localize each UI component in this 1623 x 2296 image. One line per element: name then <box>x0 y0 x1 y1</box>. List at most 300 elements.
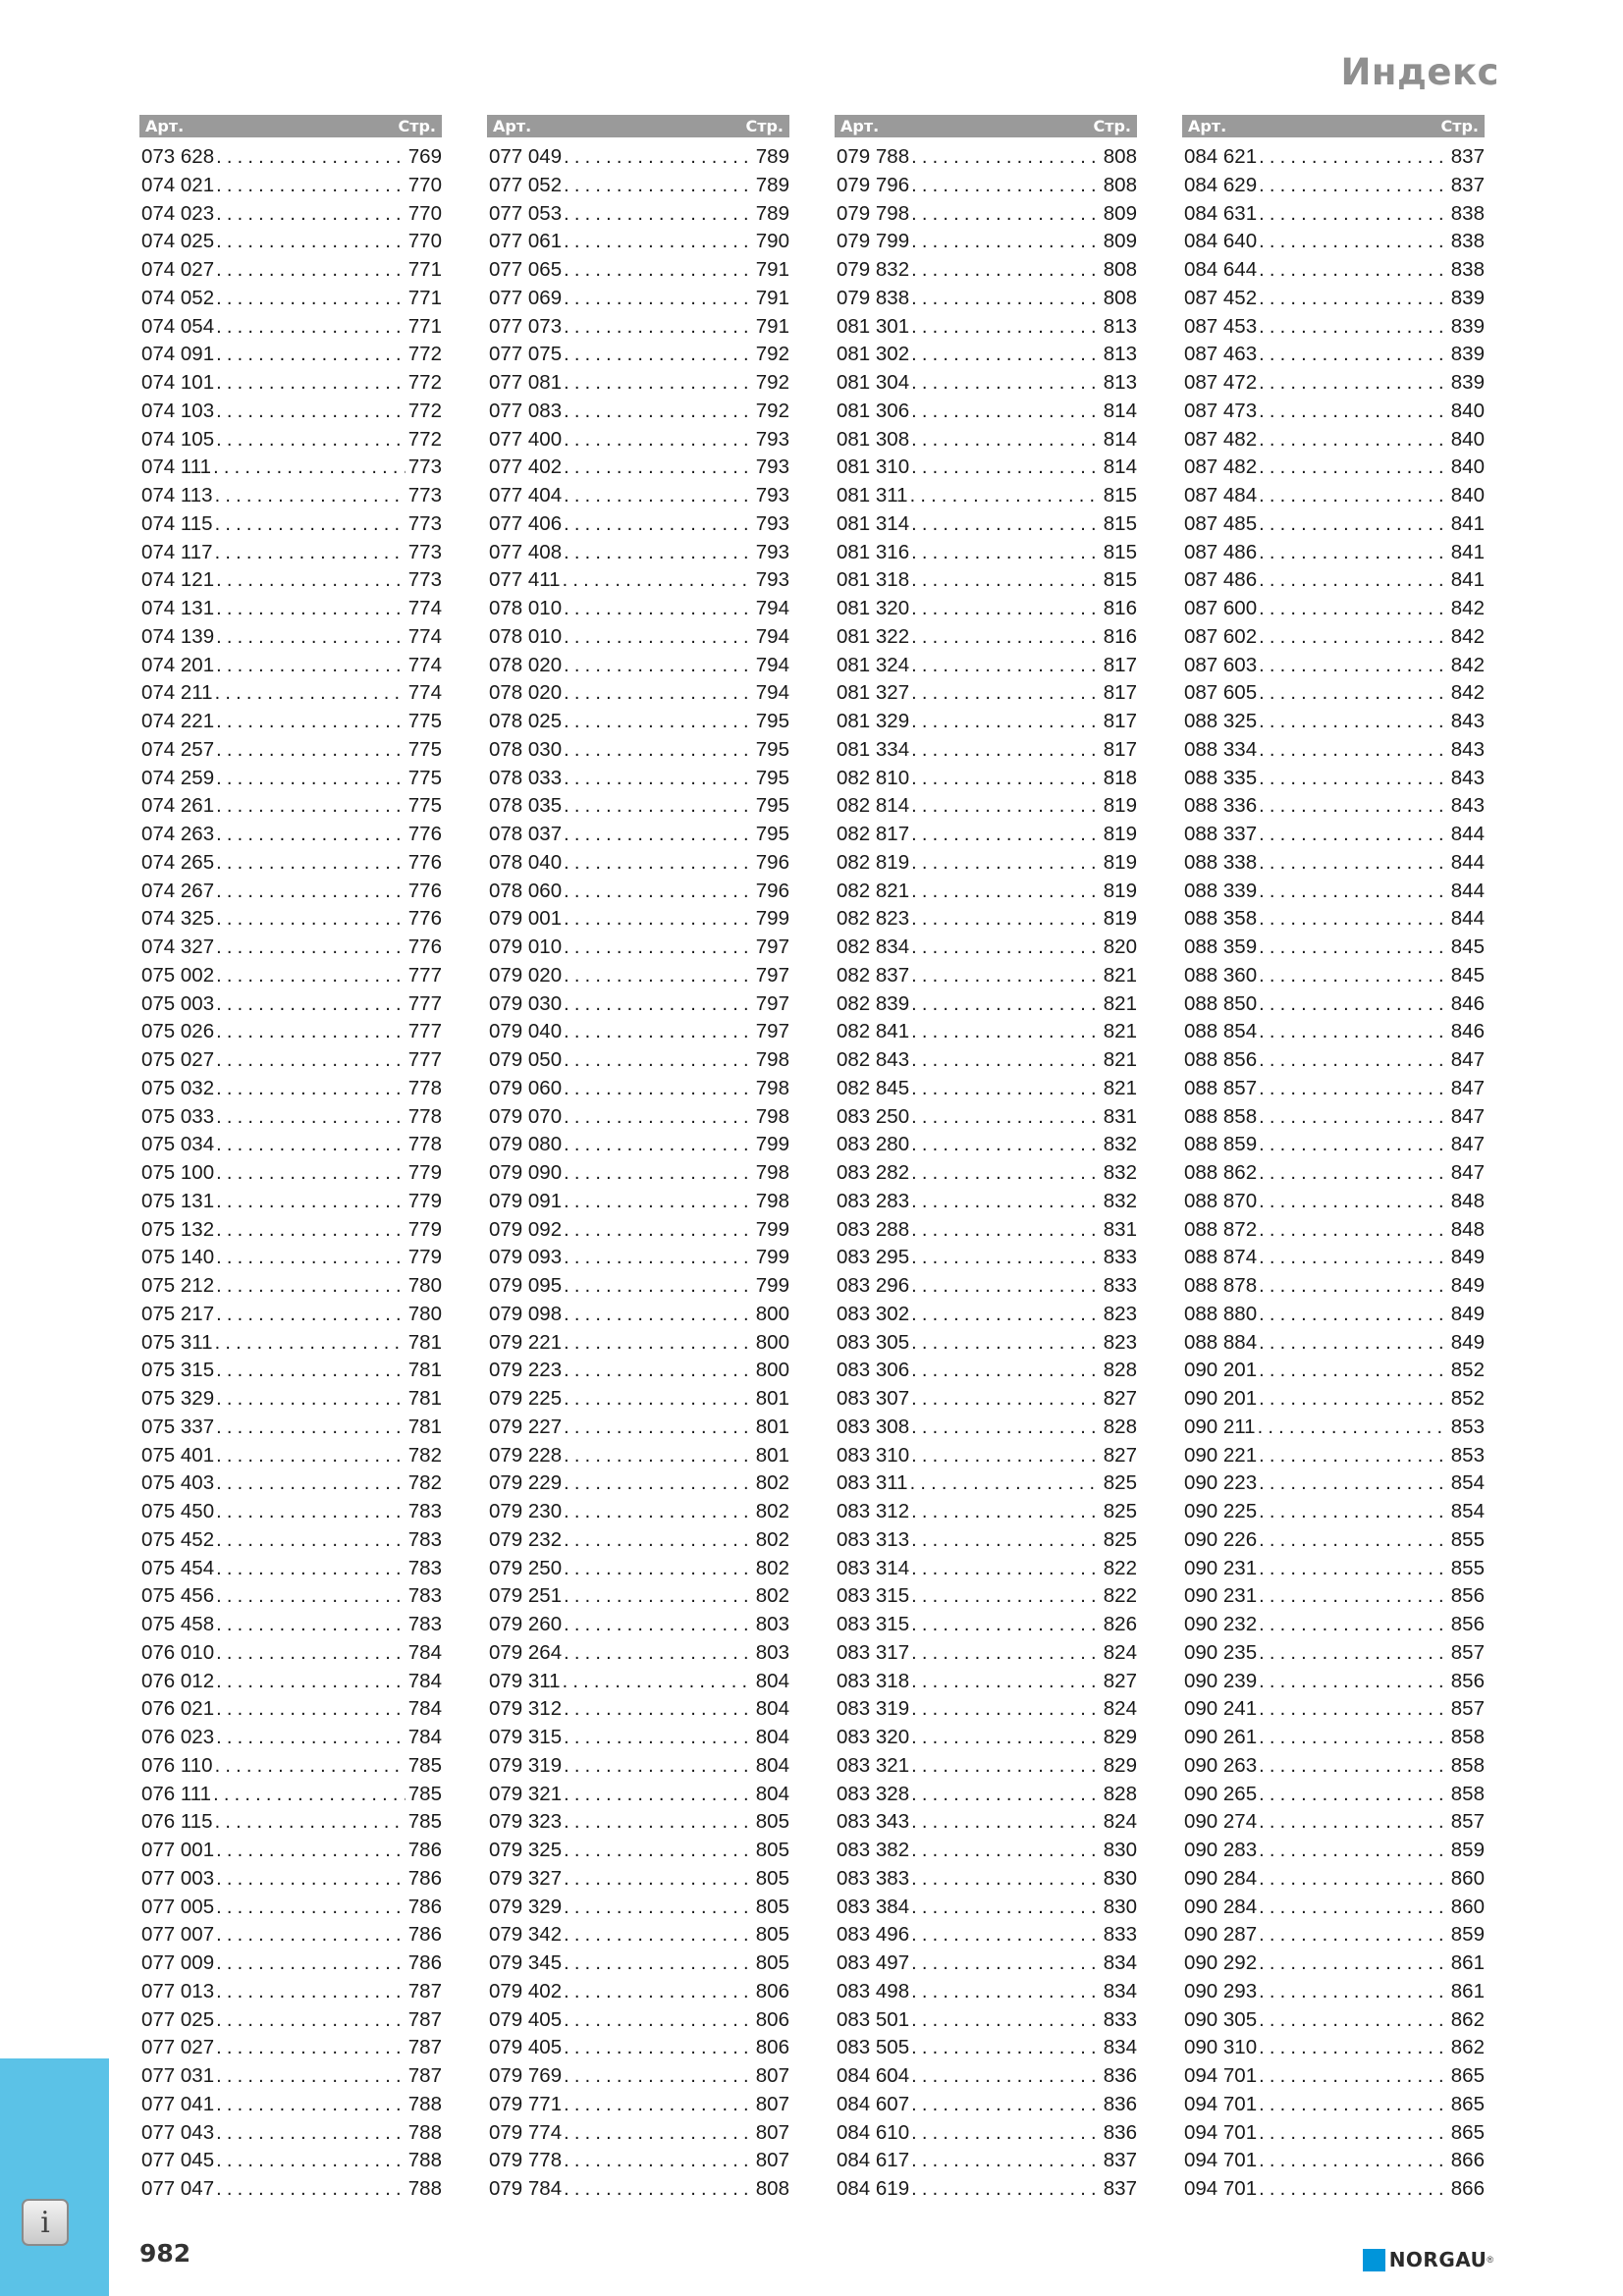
article-number: 076 110 <box>141 1753 213 1777</box>
dot-leader <box>1259 1301 1448 1329</box>
dot-leader <box>911 1188 1101 1216</box>
page-reference: 830 <box>1103 1866 1137 1890</box>
article-number: 079 329 <box>489 1895 563 1918</box>
article-number: 090 201 <box>1184 1387 1258 1410</box>
article-number: 077 047 <box>141 2177 215 2200</box>
index-entry <box>835 1075 1137 1103</box>
dot-leader <box>216 143 406 172</box>
page-reference: 808 <box>1103 173 1137 196</box>
page-reference: 817 <box>1103 737 1137 761</box>
page-reference: 845 <box>1450 963 1485 987</box>
article-number: 077 073 <box>489 314 563 338</box>
article-number: 081 314 <box>837 511 910 535</box>
index-entry <box>1182 228 1485 256</box>
page-reference: 842 <box>1450 653 1485 676</box>
index-entry <box>1182 1865 1485 1894</box>
dot-leader <box>564 2091 753 2119</box>
index-entry <box>139 1272 442 1301</box>
article-number: 083 383 <box>837 1866 910 1890</box>
dot-leader <box>911 2147 1101 2175</box>
article-number: 079 227 <box>489 1415 563 1438</box>
index-entry <box>487 1301 789 1329</box>
index-entry <box>835 595 1137 623</box>
dot-leader <box>216 1894 406 1922</box>
page-reference: 791 <box>755 314 789 338</box>
article-number: 079 090 <box>489 1161 563 1184</box>
article-number: 079 010 <box>489 935 563 958</box>
article-number: 077 081 <box>489 371 563 394</box>
article-number: 075 454 <box>141 1556 215 1579</box>
dot-leader <box>1259 539 1448 567</box>
dot-leader <box>1259 1442 1448 1470</box>
index-entry <box>139 1018 442 1046</box>
dot-leader <box>1259 341 1448 369</box>
article-number: 082 810 <box>837 766 910 789</box>
index-entry <box>139 1808 442 1837</box>
article-number: 075 217 <box>141 1302 215 1325</box>
page-reference: 778 <box>407 1076 442 1099</box>
dot-leader <box>216 369 406 398</box>
index-entry <box>835 454 1137 482</box>
page-reference: 843 <box>1450 737 1485 761</box>
index-entry <box>1182 821 1485 849</box>
page-reference: 785 <box>407 1810 442 1834</box>
dot-leader <box>216 1216 406 1245</box>
page-reference: 772 <box>407 399 442 422</box>
page-reference: 865 <box>1450 2064 1485 2087</box>
page-reference: 798 <box>755 1048 789 1071</box>
index-entry <box>1182 990 1485 1019</box>
article-number: 090 283 <box>1184 1839 1258 1861</box>
article-number: 075 311 <box>141 1330 213 1354</box>
index-entry <box>139 1188 442 1216</box>
page-reference: 799 <box>755 1274 789 1297</box>
article-number: 078 025 <box>489 710 563 732</box>
index-entry <box>1182 398 1485 426</box>
index-entry <box>835 1498 1137 1526</box>
article-number: 087 484 <box>1184 484 1258 507</box>
article-number: 077 005 <box>141 1895 215 1918</box>
article-number: 083 307 <box>837 1387 910 1410</box>
article-number: 079 229 <box>489 1471 563 1495</box>
page-reference: 845 <box>1450 935 1485 958</box>
page-reference: 834 <box>1103 2036 1137 2059</box>
page-reference: 796 <box>755 879 789 902</box>
dot-leader <box>1259 1357 1448 1385</box>
dot-leader <box>1259 1611 1448 1639</box>
dot-leader <box>216 1301 406 1329</box>
article-number: 083 315 <box>837 1584 910 1608</box>
article-number: 082 817 <box>837 823 910 845</box>
article-number: 078 010 <box>489 624 563 648</box>
dot-leader <box>1259 1244 1448 1272</box>
dot-leader <box>216 652 406 680</box>
article-number: 079 260 <box>489 1613 563 1635</box>
page-reference: 805 <box>755 1839 789 1861</box>
dot-leader <box>564 482 753 510</box>
index-entry <box>1182 1498 1485 1526</box>
page-reference: 787 <box>407 2036 442 2059</box>
dot-leader <box>216 1921 406 1949</box>
dot-leader <box>216 1018 406 1046</box>
index-entry <box>835 539 1137 567</box>
dot-leader <box>911 143 1101 172</box>
index-entry <box>835 990 1137 1019</box>
page-reference: 815 <box>1103 484 1137 507</box>
index-entry <box>835 708 1137 736</box>
index-entry <box>487 1837 789 1865</box>
article-number: 081 301 <box>837 314 910 338</box>
dot-leader <box>1259 1469 1448 1498</box>
index-entry <box>1182 849 1485 878</box>
article-number: 079 327 <box>489 1866 563 1890</box>
dot-leader <box>216 1611 406 1639</box>
article-number: 078 010 <box>489 597 563 619</box>
dot-leader <box>216 595 406 623</box>
index-entry <box>487 708 789 736</box>
index-entry <box>835 1752 1137 1781</box>
index-entry <box>487 1018 789 1046</box>
article-number: 079 264 <box>489 1640 563 1664</box>
page-reference: 806 <box>755 2007 789 2031</box>
page-reference: 847 <box>1450 1104 1485 1128</box>
page-reference: 857 <box>1450 1810 1485 1834</box>
index-entry <box>835 1131 1137 1159</box>
article-number: 083 305 <box>837 1330 910 1354</box>
article-number: 078 037 <box>489 823 563 845</box>
index-entry <box>487 1244 789 1272</box>
index-entry <box>835 1046 1137 1075</box>
index-entry <box>487 792 789 821</box>
article-number: 088 870 <box>1184 1189 1258 1212</box>
article-number: 090 231 <box>1184 1584 1258 1608</box>
page-reference: 852 <box>1450 1387 1485 1410</box>
dot-leader <box>911 679 1101 708</box>
dot-leader <box>911 1442 1101 1470</box>
article-number: 079 769 <box>489 2064 563 2087</box>
article-number: 077 031 <box>141 2064 215 2087</box>
dot-leader <box>564 1103 753 1132</box>
index-entry <box>1182 1921 1485 1949</box>
brand-logo <box>1363 2248 1493 2271</box>
page-reference: 790 <box>755 230 789 253</box>
index-entry <box>835 369 1137 398</box>
dot-leader <box>564 708 753 736</box>
page-reference: 857 <box>1450 1697 1485 1721</box>
dot-leader <box>216 200 406 229</box>
dot-leader <box>1259 398 1448 426</box>
page-reference: 800 <box>755 1302 789 1325</box>
page-reference: 769 <box>407 145 442 168</box>
dot-leader <box>216 736 406 765</box>
index-entry <box>835 200 1137 229</box>
page-number: 982 <box>139 2239 191 2268</box>
dot-leader <box>1259 2147 1448 2175</box>
article-number: 083 498 <box>837 1979 910 2002</box>
index-entry <box>139 1555 442 1583</box>
dot-leader <box>216 1103 406 1132</box>
dot-leader <box>911 2119 1101 2148</box>
dot-leader <box>564 1244 753 1272</box>
article-number: 088 336 <box>1184 794 1258 818</box>
dot-leader <box>216 1526 406 1555</box>
index-entry <box>487 256 789 285</box>
index-entry <box>835 426 1137 454</box>
dot-leader <box>564 905 753 934</box>
article-number: 083 382 <box>837 1839 910 1861</box>
article-number: 079 788 <box>837 145 910 168</box>
dot-leader <box>911 1752 1101 1781</box>
index-entry <box>487 1695 789 1724</box>
dot-leader <box>911 1639 1101 1668</box>
page-reference: 856 <box>1450 1613 1485 1635</box>
page-reference: 823 <box>1103 1302 1137 1325</box>
brand-name: NORGAU <box>1388 2248 1488 2271</box>
index-entry <box>487 2175 789 2204</box>
index-entry <box>1182 1639 1485 1668</box>
article-number: 074 267 <box>141 879 215 902</box>
article-number: 081 308 <box>837 427 910 451</box>
article-number: 083 250 <box>837 1104 910 1128</box>
article-number: 082 814 <box>837 794 910 818</box>
dot-leader <box>910 482 1101 510</box>
page-reference: 792 <box>755 399 789 422</box>
page-reference: 809 <box>1103 201 1137 225</box>
dot-leader <box>216 566 406 595</box>
page-reference: 777 <box>407 963 442 987</box>
page-reference: 838 <box>1450 258 1485 281</box>
page-reference: 808 <box>755 2177 789 2200</box>
page-reference: 844 <box>1450 879 1485 902</box>
dot-leader <box>1259 1808 1448 1837</box>
article-number: 074 261 <box>141 794 215 818</box>
page-reference: 816 <box>1103 597 1137 619</box>
index-entry <box>139 1724 442 1752</box>
dot-leader <box>564 1781 753 1809</box>
index-entry <box>835 2119 1137 2148</box>
article-number: 075 458 <box>141 1613 215 1635</box>
article-number: 083 283 <box>837 1189 910 1212</box>
page-reference: 839 <box>1450 371 1485 394</box>
index-entry <box>835 623 1137 652</box>
article-number: 075 140 <box>141 1246 215 1269</box>
index-entry <box>1182 1949 1485 1978</box>
dot-leader <box>564 1159 753 1188</box>
index-entry <box>1182 143 1485 172</box>
article-number: 084 617 <box>837 2149 910 2172</box>
dot-leader <box>911 426 1101 454</box>
index-entry <box>487 878 789 906</box>
page-reference: 834 <box>1103 1979 1137 2002</box>
page-title: Индекс <box>1340 51 1499 93</box>
index-entry <box>487 2062 789 2091</box>
page-reference: 853 <box>1450 1415 1485 1438</box>
page-reference: 838 <box>1450 230 1485 253</box>
article-number: 087 486 <box>1184 540 1258 563</box>
article-number: 090 293 <box>1184 1979 1258 2002</box>
dot-leader <box>564 228 753 256</box>
dot-leader <box>1259 228 1448 256</box>
article-number: 083 501 <box>837 2007 910 2031</box>
page-reference: 821 <box>1103 991 1137 1015</box>
page-reference: 795 <box>755 710 789 732</box>
page-reference: 802 <box>755 1527 789 1551</box>
dot-leader <box>564 1695 753 1724</box>
index-entry <box>139 821 442 849</box>
page-reference: 814 <box>1103 455 1137 479</box>
dot-leader <box>564 426 753 454</box>
page-reference: 783 <box>407 1527 442 1551</box>
page-reference: 799 <box>755 907 789 931</box>
article-number: 074 263 <box>141 823 215 845</box>
page-reference: 825 <box>1103 1471 1137 1495</box>
index-entry <box>1182 878 1485 906</box>
page-reference: 781 <box>407 1387 442 1410</box>
article-number: 088 337 <box>1184 823 1258 845</box>
index-entry <box>835 1103 1137 1132</box>
article-number: 077 049 <box>489 145 563 168</box>
index-entry <box>487 398 789 426</box>
page-reference: 840 <box>1450 455 1485 479</box>
index-entry <box>1182 1668 1485 1696</box>
page-reference: 824 <box>1103 1640 1137 1664</box>
article-number: 081 318 <box>837 568 910 592</box>
page-reference: 805 <box>755 1866 789 1890</box>
dot-leader <box>911 821 1101 849</box>
article-number: 079 225 <box>489 1387 563 1410</box>
index-entry <box>1182 595 1485 623</box>
dot-leader <box>216 934 406 962</box>
dot-leader <box>564 285 753 313</box>
page-reference: 797 <box>755 1020 789 1043</box>
page-reference: 839 <box>1450 343 1485 366</box>
article-number: 074 265 <box>141 850 215 874</box>
page-reference: 800 <box>755 1359 789 1382</box>
index-entry <box>139 1752 442 1781</box>
page-reference: 793 <box>755 540 789 563</box>
dot-leader <box>563 1668 753 1696</box>
page-reference: 776 <box>407 850 442 874</box>
page-reference: 860 <box>1450 1895 1485 1918</box>
dot-leader <box>1259 1837 1448 1865</box>
page-reference: 804 <box>755 1697 789 1721</box>
dot-leader <box>1259 2175 1448 2204</box>
index-entry <box>1182 2091 1485 2119</box>
index-column-4 <box>1182 115 1485 2204</box>
page-reference: 793 <box>755 484 789 507</box>
page-reference: 779 <box>407 1161 442 1184</box>
index-entry <box>139 1075 442 1103</box>
page-reference: 808 <box>1103 145 1137 168</box>
index-entry <box>139 454 442 482</box>
page-reference: 854 <box>1450 1471 1485 1495</box>
dot-leader <box>911 1949 1101 1978</box>
dot-leader <box>1259 313 1448 342</box>
index-entry <box>139 1357 442 1385</box>
article-number: 090 201 <box>1184 1359 1258 1382</box>
index-entry <box>835 1865 1137 1894</box>
article-number: 079 319 <box>489 1753 563 1777</box>
dot-leader <box>564 2006 753 2035</box>
dot-leader <box>564 1752 753 1781</box>
page-reference: 865 <box>1450 2092 1485 2115</box>
index-column-3 <box>835 115 1137 2204</box>
article-number: 079 060 <box>489 1076 563 1099</box>
page-reference: 827 <box>1103 1443 1137 1467</box>
column-header <box>835 115 1137 137</box>
article-number: 079 050 <box>489 1048 563 1071</box>
dot-leader <box>1259 679 1448 708</box>
dot-leader <box>1259 708 1448 736</box>
dot-leader <box>216 1414 406 1442</box>
dot-leader <box>216 1837 406 1865</box>
index-entry <box>835 934 1137 962</box>
page-reference: 777 <box>407 1020 442 1043</box>
page-reference: 856 <box>1450 1669 1485 1692</box>
dot-leader <box>216 172 406 200</box>
index-entry <box>139 426 442 454</box>
dot-leader <box>1259 1131 1448 1159</box>
article-number: 094 701 <box>1184 2177 1258 2200</box>
page-reference: 794 <box>755 597 789 619</box>
dot-leader <box>216 426 406 454</box>
page-reference: 784 <box>407 1669 442 1692</box>
page-reference: 846 <box>1450 991 1485 1015</box>
index-entry <box>139 2175 442 2204</box>
page-reference: 781 <box>407 1415 442 1438</box>
index-entry <box>487 1668 789 1696</box>
dot-leader <box>564 341 753 369</box>
article-number: 088 874 <box>1184 1246 1258 1269</box>
article-number: 075 032 <box>141 1076 215 1099</box>
dot-leader <box>216 1865 406 1894</box>
index-entry <box>1182 708 1485 736</box>
article-number: 079 030 <box>489 991 563 1015</box>
dot-leader <box>216 341 406 369</box>
section-side-tab <box>0 2058 109 2296</box>
page-reference: 801 <box>755 1443 789 1467</box>
page-reference: 813 <box>1103 343 1137 366</box>
article-number: 079 250 <box>489 1556 563 1579</box>
index-entry <box>835 2147 1137 2175</box>
index-entry <box>139 1582 442 1611</box>
index-entry <box>1182 2147 1485 2175</box>
index-entry <box>1182 1075 1485 1103</box>
column-header <box>487 115 789 137</box>
dot-leader <box>1259 821 1448 849</box>
index-entry <box>487 1978 789 2006</box>
dot-leader <box>1259 2091 1448 2119</box>
index-entry <box>1182 765 1485 793</box>
page-reference: 815 <box>1103 540 1137 563</box>
dot-leader <box>1259 1921 1448 1949</box>
index-entry <box>1182 2175 1485 2204</box>
article-number: 079 838 <box>837 286 910 309</box>
article-number: 081 324 <box>837 653 910 676</box>
dot-leader <box>911 1046 1101 1075</box>
dot-leader <box>911 539 1101 567</box>
index-entry <box>139 1668 442 1696</box>
page-reference: 795 <box>755 823 789 845</box>
dot-leader <box>1259 2119 1448 2148</box>
index-entry <box>487 736 789 765</box>
page-reference: 847 <box>1450 1048 1485 1071</box>
index-list <box>1182 143 1485 2204</box>
page-reference: 853 <box>1450 1443 1485 1467</box>
article-number: 074 023 <box>141 201 215 225</box>
index-entry <box>139 1949 442 1978</box>
article-number: 090 211 <box>1184 1415 1256 1438</box>
